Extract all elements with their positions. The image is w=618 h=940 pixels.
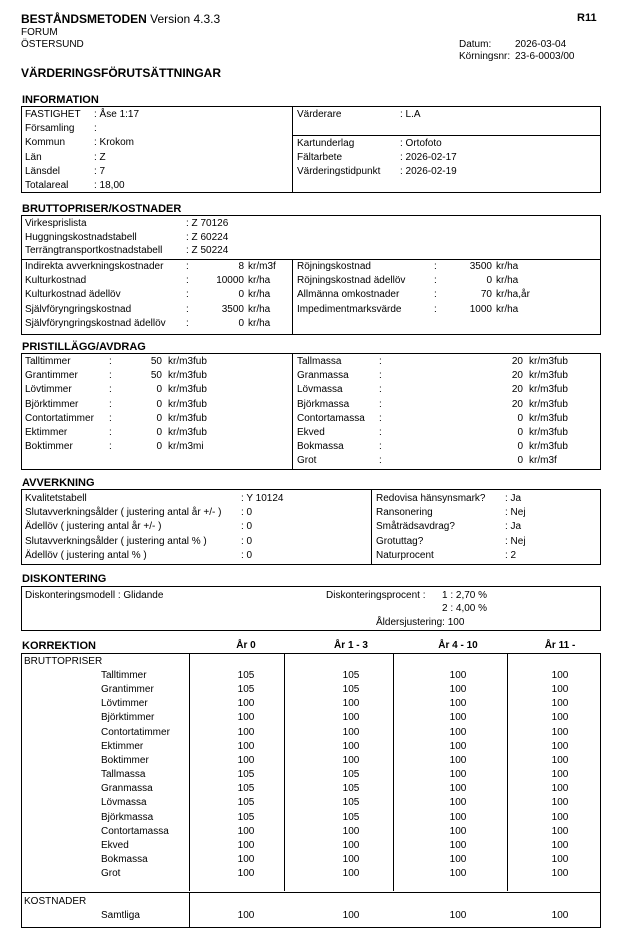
colon: : — [109, 427, 112, 438]
pris-unit: kr/m3fub — [168, 356, 207, 367]
aldersjustering: Åldersjustering: 100 — [376, 617, 465, 628]
colon: : — [434, 303, 437, 315]
info-value: : Krokom — [94, 137, 135, 149]
info-value: : L.A — [400, 109, 421, 120]
avverkning-label: Slutavverkningsålder ( justering antal år +/- ) — [25, 507, 222, 519]
pris-label: Lövtimmer — [25, 384, 72, 396]
pris-unit: kr/m3fub — [529, 356, 568, 367]
brutto-cost-label: Kulturkostnad — [25, 275, 87, 287]
brutto-table-label: Virkesprislista — [25, 218, 87, 229]
korrektion-row-label: Grot — [101, 868, 121, 880]
korrektion-cell: 100 — [237, 698, 255, 710]
colon: : — [186, 289, 189, 301]
info-value: : Z — [94, 151, 106, 163]
report-header — [21, 12, 220, 26]
korrektion-cell: 100 — [449, 740, 467, 752]
korrektion-cell: 100 — [449, 726, 467, 738]
info-value: : 18,00 — [94, 180, 125, 191]
pris-value: 0 — [517, 427, 523, 438]
pris-label: Lövmassa — [297, 384, 343, 396]
avverkning-value: : Ja — [505, 521, 522, 533]
brutto-table-label: Terrängtransportkostnadstabell — [25, 245, 163, 256]
pris-value: 50 — [150, 370, 162, 382]
korrektion-cell: 100 — [551, 868, 569, 880]
korrektion-cell: 100 — [237, 712, 255, 724]
info-label: Värderare — [297, 109, 342, 120]
korrektion-row-label: Talltimmer — [101, 670, 147, 681]
korrektion-cell: 100 — [449, 754, 467, 766]
avverkning-label: Grotuttag? — [376, 535, 424, 547]
brutto-cost-label: Impedimentmarksvärde — [297, 303, 402, 315]
korrektion-cell: 100 — [237, 754, 255, 766]
colon: : — [379, 412, 382, 424]
pris-unit: kr/m3fub — [168, 412, 207, 424]
app-name: BESTÅNDSMETODEN — [21, 12, 147, 26]
pris-unit: kr/m3fub — [529, 384, 568, 396]
avverkning-label: Småträdsavdrag? — [376, 521, 455, 533]
korrektion-row-label: Boktimmer — [101, 754, 149, 766]
korrektion-cell: 100 — [551, 797, 569, 809]
korrektion-cell: 100 — [342, 868, 360, 880]
pris-unit: kr/m3fub — [529, 370, 568, 382]
korrektion-row-label: Lövmassa — [101, 797, 147, 809]
korrektion-cell: 100 — [237, 740, 255, 752]
korrektion-cell: 100 — [342, 698, 360, 710]
korrektion-row-label: Grantimmer — [101, 684, 154, 696]
korrektion-row-label: Lövtimmer — [101, 698, 148, 710]
korrektion-cell: 100 — [449, 910, 467, 921]
pris-value: 0 — [156, 427, 162, 438]
colon: : — [434, 261, 437, 272]
korrektion-cell: 100 — [342, 825, 360, 837]
brutto-cost-unit: kr/ha — [248, 303, 271, 315]
pris-value: 20 — [511, 356, 523, 367]
korrektion-row-label: Granmassa — [101, 783, 153, 795]
korrektion-cell: 105 — [342, 769, 360, 781]
pristillagg-heading: PRISTILLÄGG/AVDRAG — [22, 341, 146, 353]
korrektion-cell: 100 — [449, 670, 467, 681]
app-version: Version 4.3.3 — [150, 12, 221, 26]
korrektion-row-label: Ekved — [101, 839, 129, 851]
brutto-cost-unit: kr/ha — [496, 275, 519, 287]
pris-label: Björkmassa — [297, 398, 350, 410]
korrektion-cell: 100 — [551, 740, 569, 752]
page-title: VÄRDERINGSFÖRUTSÄTTNINGAR — [21, 66, 221, 80]
colon: : — [379, 384, 382, 396]
avverkning-value: : 0 — [241, 549, 253, 561]
pris-label: Boktimmer — [25, 441, 73, 453]
colon: : — [109, 370, 112, 382]
brutto-cost-value: 8 — [238, 261, 244, 272]
pris-unit: kr/m3fub — [529, 427, 568, 438]
info-value: : 2026-02-19 — [400, 166, 457, 178]
korrektion-cell: 100 — [237, 726, 255, 738]
brutto-cost-label: Indirekta avverkningskostnader — [25, 261, 164, 272]
pris-value: 20 — [511, 398, 523, 410]
korrektion-cell: 100 — [342, 910, 360, 921]
information-heading: INFORMATION — [22, 94, 99, 106]
korrektion-cell: 100 — [342, 754, 360, 766]
colon: : — [379, 370, 382, 382]
korrektion-row-label: Samtliga — [101, 910, 140, 921]
korrektion-row-label: Ektimmer — [101, 740, 144, 752]
korrektion-cell: 100 — [551, 754, 569, 766]
pris-value: 20 — [511, 384, 523, 396]
info-label: FASTIGHET — [25, 109, 81, 120]
avverkning-label: Naturprocent — [376, 549, 434, 561]
colon: : — [109, 412, 112, 424]
pris-label: Contortamassa — [297, 412, 365, 424]
korrektion-cell: 105 — [342, 811, 360, 823]
info-label: Värderingstidpunkt — [297, 166, 381, 178]
pris-unit: kr/m3fub — [168, 384, 207, 396]
korrektion-cell: 100 — [551, 811, 569, 823]
pris-unit: kr/m3fub — [529, 412, 568, 424]
korrektion-cell: 100 — [237, 825, 255, 837]
korrektion-cell: 105 — [342, 797, 360, 809]
datum-label: Datum: — [459, 39, 492, 50]
brutto-cost-unit: kr/ha — [248, 317, 271, 329]
korrektion-cell: 105 — [342, 783, 360, 795]
korrektion-cell: 100 — [551, 684, 569, 696]
pris-unit: kr/m3fub — [529, 398, 568, 410]
brutto-cost-label: Självföryngringskostnad — [25, 303, 132, 315]
diskontering-heading: DISKONTERING — [22, 573, 107, 585]
pris-value: 0 — [156, 398, 162, 410]
pris-value: 20 — [511, 370, 523, 382]
korrektion-column-header: År 4 - 10 — [438, 640, 478, 651]
avverkning-label: Ransonering — [376, 507, 433, 519]
korrektion-cell: 100 — [237, 853, 255, 865]
korrektion-cell: 105 — [237, 769, 255, 781]
brutto-heading: BRUTTOPRISER/KOSTNADER — [22, 203, 182, 215]
brutto-table-label: Huggningskostnadstabell — [25, 231, 137, 243]
korrektion-cell: 100 — [237, 839, 255, 851]
diskontering-modell: Diskonteringsmodell : Glidande — [25, 590, 164, 601]
info-label: Fältarbete — [297, 152, 343, 164]
brutto-cost-label: Röjningskostnad — [297, 261, 371, 272]
korrektion-cell: 100 — [237, 910, 255, 921]
avverkning-value: : Y 10124 — [241, 493, 284, 504]
korrektion-cell: 100 — [449, 839, 467, 851]
pris-label: Grot — [297, 455, 317, 467]
pris-label: Ektimmer — [25, 427, 68, 438]
pris-label: Grantimmer — [25, 370, 78, 382]
brutto-cost-label: Allmänna omkostnader — [297, 289, 400, 301]
pris-value: 0 — [517, 412, 523, 424]
pris-value: 50 — [150, 356, 162, 367]
brutto-cost-unit: kr/ha — [496, 261, 519, 272]
info-label: Kartunderlag — [297, 138, 355, 149]
brutto-cost-value: 10000 — [216, 275, 244, 287]
korrektion-row-label: Björktimmer — [101, 712, 155, 724]
brutto-cost-value: 0 — [238, 317, 244, 329]
korrektion-cell: 100 — [342, 853, 360, 865]
korrektion-cell: 105 — [342, 684, 360, 696]
colon: : — [186, 261, 189, 272]
pris-label: Ekved — [297, 427, 325, 438]
info-label: Totalareal — [25, 180, 69, 191]
korrektion-cell: 100 — [551, 853, 569, 865]
info-value: : Ortofoto — [400, 138, 442, 149]
info-label: Län — [25, 151, 42, 163]
info-label: Länsdel — [25, 165, 61, 177]
pris-value: 0 — [156, 412, 162, 424]
colon: : — [379, 455, 382, 467]
korrektion-cell: 100 — [551, 698, 569, 710]
colon: : — [186, 317, 189, 329]
korrektion-cell: 100 — [449, 783, 467, 795]
korrektion-cell: 105 — [237, 783, 255, 795]
brutto-cost-unit: kr/ha — [496, 303, 519, 315]
pris-unit: kr/m3f — [529, 455, 557, 467]
pris-unit: kr/m3fub — [529, 441, 568, 453]
avverkning-label: Redovisa hänsynsmark? — [376, 493, 486, 504]
avverkning-value: : Ja — [505, 493, 522, 504]
brutto-cost-value: 70 — [480, 289, 492, 301]
brutto-cost-value: 3500 — [221, 303, 244, 315]
report-code: R11 — [577, 12, 597, 24]
korningsnr-value: 23-6-0003/00 — [515, 51, 575, 62]
pris-label: Björktimmer — [25, 398, 79, 410]
korrektion-cell: 100 — [449, 868, 467, 880]
brutto-table-value: : Z 60224 — [186, 231, 229, 243]
brutto-cost-unit: kr/m3f — [248, 261, 276, 272]
korrektion-cell: 100 — [551, 825, 569, 837]
brutto-cost-unit: kr/ha — [248, 275, 271, 287]
korningsnr-label: Körningsnr: — [459, 51, 511, 62]
korrektion-cell: 100 — [551, 712, 569, 724]
info-value: : 7 — [94, 165, 106, 177]
brutto-cost-value: 0 — [238, 289, 244, 301]
pris-unit: kr/m3fub — [168, 398, 207, 410]
colon: : — [379, 427, 382, 438]
brutto-cost-unit: kr/ha — [248, 289, 271, 301]
korrektion-cell: 100 — [449, 825, 467, 837]
colon: : — [109, 384, 112, 396]
avverkning-label: Ädellöv ( justering antal år +/- ) — [25, 521, 162, 533]
colon: : — [379, 356, 382, 367]
brutto-table-value: : Z 70126 — [186, 218, 229, 229]
korrektion-cell: 100 — [342, 726, 360, 738]
brutto-cost-value: 0 — [486, 275, 492, 287]
brutto-cost-label: Röjningskostnad ädellöv — [297, 275, 406, 287]
korrektion-heading: KORREKTION — [22, 640, 96, 652]
colon: : — [186, 275, 189, 287]
brutto-cost-value: 1000 — [469, 303, 492, 315]
pris-value: 0 — [517, 441, 523, 453]
pris-unit: kr/m3fub — [168, 370, 207, 382]
korrektion-cell: 100 — [342, 740, 360, 752]
pris-label: Contortatimmer — [25, 412, 94, 424]
korrektion-cell: 105 — [237, 797, 255, 809]
pris-label: Granmassa — [297, 370, 349, 382]
pris-label: Talltimmer — [25, 356, 71, 367]
brutto-cost-label: Självföryngringskostnad ädellöv — [25, 317, 166, 329]
org-line: FORUM — [21, 27, 58, 38]
avverkning-heading: AVVERKNING — [22, 477, 95, 489]
info-value: : 2026-02-17 — [400, 152, 457, 164]
korrektion-cell: 100 — [449, 811, 467, 823]
brutto-cost-value: 3500 — [469, 261, 492, 272]
info-value: : Åse 1:17 — [94, 109, 140, 120]
korrektion-column-header: År 1 - 3 — [334, 640, 368, 651]
colon: : — [109, 398, 112, 410]
korrektion-row-label: Contortamassa — [101, 825, 169, 837]
avverkning-label: Kvalitetstabell — [25, 493, 87, 504]
korrektion-cell: 105 — [237, 811, 255, 823]
colon: : — [434, 275, 437, 287]
korrektion-cell: 105 — [237, 670, 255, 681]
avverkning-value: : 0 — [241, 521, 253, 533]
korrektion-cell: 100 — [449, 853, 467, 865]
colon: : — [379, 398, 382, 410]
avverkning-value: : 0 — [241, 535, 253, 547]
korrektion-cell: 100 — [551, 726, 569, 738]
colon: : — [379, 441, 382, 453]
korrektion-column-header: År 0 — [236, 640, 256, 651]
pris-value: 0 — [156, 441, 162, 453]
info-label: Församling — [25, 123, 75, 135]
korrektion-cell: 100 — [551, 910, 569, 921]
colon: : — [434, 289, 437, 301]
diskontering-procent-2: 2 : 4,00 % — [442, 603, 488, 614]
colon: : — [109, 441, 112, 453]
pris-value: 0 — [517, 455, 523, 467]
korrektion-cell: 100 — [551, 769, 569, 781]
avverkning-value: : 2 — [505, 549, 517, 561]
korrektion-cell: 100 — [449, 684, 467, 696]
pris-label: Bokmassa — [297, 441, 344, 453]
korrektion-cell: 100 — [449, 698, 467, 710]
brutto-cost-unit: kr/ha,år — [496, 289, 530, 301]
pris-value: 0 — [156, 384, 162, 396]
korrektion-row-label: Contortatimmer — [101, 726, 170, 738]
korrektion-cell: 100 — [449, 712, 467, 724]
korrektion-row-label: Tallmassa — [101, 769, 146, 781]
korrektion-group-bruttopriser: BRUTTOPRISER — [24, 656, 103, 667]
avverkning-value: : Nej — [505, 535, 526, 547]
pris-label: Tallmassa — [297, 356, 342, 367]
korrektion-cell: 100 — [551, 839, 569, 851]
avverkning-label: Slutavverkningsålder ( justering antal % ) — [25, 535, 207, 547]
korrektion-cell: 100 — [237, 868, 255, 880]
avverkning-label: Ädellöv ( justering antal % ) — [25, 549, 147, 561]
avverkning-value: : 0 — [241, 507, 253, 519]
korrektion-cell: 100 — [342, 712, 360, 724]
brutto-table-value: : Z 50224 — [186, 245, 229, 256]
colon: : — [186, 303, 189, 315]
korrektion-cell: 100 — [449, 769, 467, 781]
colon: : — [109, 356, 112, 367]
location-line: ÖSTERSUND — [21, 39, 84, 50]
korrektion-cell: 100 — [449, 797, 467, 809]
diskontering-procent-1: 1 : 2,70 % — [442, 590, 488, 601]
pris-unit: kr/m3fub — [168, 427, 207, 438]
diskontering-procent-label: Diskonteringsprocent : — [326, 590, 426, 601]
korrektion-cell: 105 — [237, 684, 255, 696]
korrektion-cell: 100 — [551, 670, 569, 681]
korrektion-group-kostnader: KOSTNADER — [24, 896, 87, 907]
info-label: Kommun — [25, 137, 66, 149]
info-value: : — [94, 123, 97, 135]
korrektion-cell: 100 — [551, 783, 569, 795]
pris-unit: kr/m3mi — [168, 441, 204, 453]
korrektion-row-label: Björkmassa — [101, 811, 154, 823]
datum-value: 2026-03-04 — [515, 39, 567, 50]
korrektion-cell: 100 — [342, 839, 360, 851]
avverkning-value: : Nej — [505, 507, 526, 519]
korrektion-column-header: År 11 - — [544, 640, 576, 651]
brutto-cost-label: Kulturkostnad ädellöv — [25, 289, 121, 301]
korrektion-row-label: Bokmassa — [101, 853, 148, 865]
korrektion-cell: 105 — [342, 670, 360, 681]
